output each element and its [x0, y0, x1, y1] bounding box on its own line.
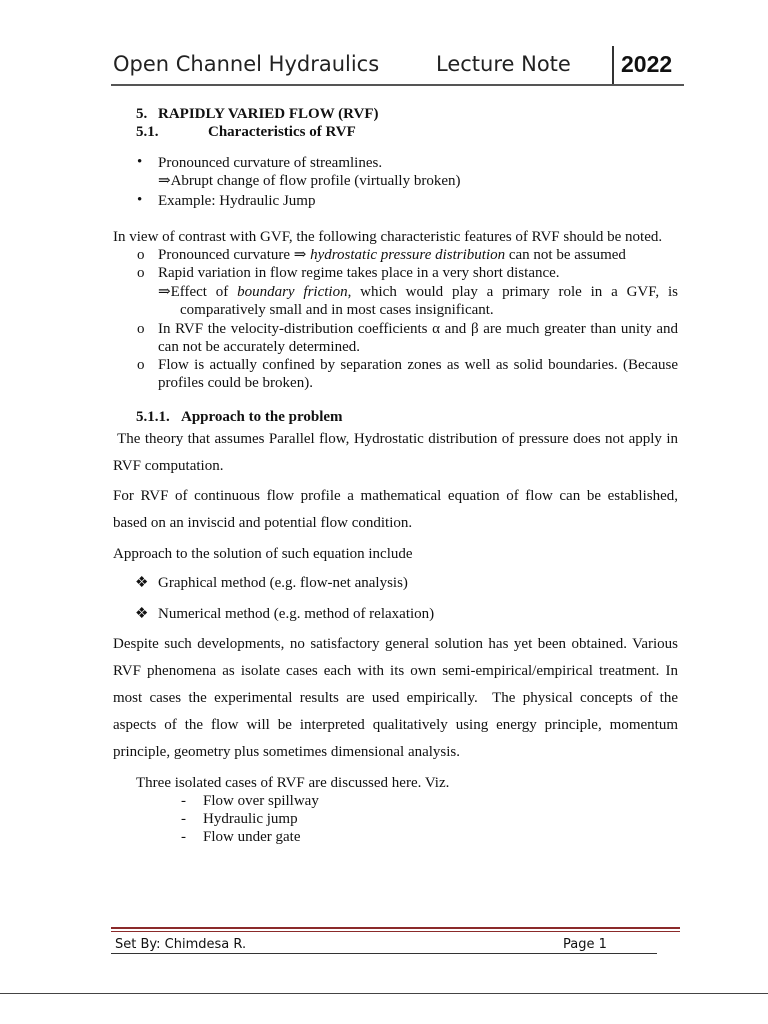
bullet-icon: •: [137, 192, 143, 208]
circle-bullet-icon: o: [137, 265, 145, 281]
dash-bullet: -: [181, 829, 186, 845]
contrast-item-3: In RVF the velocity-distribution coefficients α and β are much greater than unity and: [158, 321, 678, 337]
subsection-number: 5.1.: [136, 124, 159, 140]
diamond-bullet-icon: ❖: [135, 606, 149, 622]
approach-p1-line2: RVF computation.: [113, 458, 224, 474]
case-item: Flow under gate: [203, 829, 301, 845]
circle-bullet-icon: o: [137, 247, 145, 263]
approach-title: Approach to the problem: [181, 409, 343, 425]
circle-bullet-icon: o: [137, 357, 145, 373]
approach-p4-line4: aspects of the flow will be interpreted qualitatively using energy principle, momentum: [113, 717, 678, 733]
subsection-title: Characteristics of RVF: [208, 124, 356, 140]
method-graphical: Graphical method (e.g. flow-net analysis): [158, 575, 408, 591]
header-course-title: Open Channel Hydraulics: [113, 52, 380, 76]
bullet-curvature-cont: ⇒Abrupt change of flow profile (virtually broken): [158, 173, 461, 189]
contrast-item-2-sub-cont: comparatively small and in most cases insignificant.: [180, 302, 494, 318]
approach-p4-line3: most cases the experimental results are used empirically. The physical concepts of the: [113, 690, 678, 706]
section-number: 5.: [136, 106, 148, 122]
bullet-example: Example: Hydraulic Jump: [158, 193, 316, 209]
approach-p4-line1: Despite such developments, no satisfactory general solution has yet been obtained. Various: [113, 636, 678, 652]
contrast-item-1: Pronounced curvature ⇒ hydrostatic pressure distribution can not be assumed: [158, 247, 626, 263]
circle-bullet-icon: o: [137, 321, 145, 337]
footer-page-number: Page 1: [563, 937, 607, 952]
contrast-item-4: Flow is actually confined by separation zones as well as solid boundaries. (Because: [158, 357, 678, 373]
approach-number: 5.1.1.: [136, 409, 170, 425]
case-item: Flow over spillway: [203, 793, 319, 809]
approach-p4-line5: principle, geometry plus sometimes dimensional analysis.: [113, 744, 461, 760]
footer-author: Set By: Chimdesa R.: [115, 937, 247, 952]
header-doc-type: Lecture Note: [436, 52, 571, 76]
footer-rule: [111, 927, 680, 929]
bullet-curvature: Pronounced curvature of streamlines.: [158, 155, 383, 171]
diamond-bullet-icon: ❖: [135, 575, 149, 591]
footer-rule-thin: [111, 931, 680, 932]
page-edge-line: [0, 993, 768, 994]
approach-p1-line1: The theory that assumes Parallel flow, Hydrostatic distribution of pressure does not apply in: [113, 431, 678, 447]
header-year: 2022: [621, 51, 673, 77]
footer-underline: [111, 953, 657, 954]
approach-p4-line2: RVF phenomena as isolate cases each with its own semi-empirical/empirical treatment. In: [113, 663, 678, 679]
contrast-item-2: Rapid variation in flow regime takes place in a very short distance.: [158, 265, 560, 281]
approach-p2-line1: For RVF of continuous flow profile a mathematical equation of flow can be established,: [113, 488, 678, 504]
contrast-item-4-cont: profiles could be broken).: [158, 375, 313, 391]
bullet-icon: •: [137, 154, 143, 170]
approach-p2-line2: based on an inviscid and potential flow condition.: [113, 515, 413, 531]
dash-bullet: -: [181, 811, 186, 827]
contrast-item-2-sub: ⇒Effect of boundary friction, which would play a primary role in a GVF, is: [158, 284, 678, 300]
case-item: Hydraulic jump: [203, 811, 298, 827]
section-title: RAPIDLY VARIED FLOW (RVF): [158, 106, 379, 122]
method-numerical: Numerical method (e.g. method of relaxation): [158, 606, 435, 622]
header-divider: [612, 46, 614, 86]
contrast-intro: In view of contrast with GVF, the following characteristic features of RVF should be noted.: [113, 229, 663, 245]
contrast-item-3-cont: can not be accurately determined.: [158, 339, 360, 355]
dash-bullet: -: [181, 793, 186, 809]
header-rule: [111, 84, 684, 86]
cases-intro: Three isolated cases of RVF are discussed here. Viz.: [136, 775, 450, 791]
approach-p3: Approach to the solution of such equation include: [113, 546, 413, 562]
